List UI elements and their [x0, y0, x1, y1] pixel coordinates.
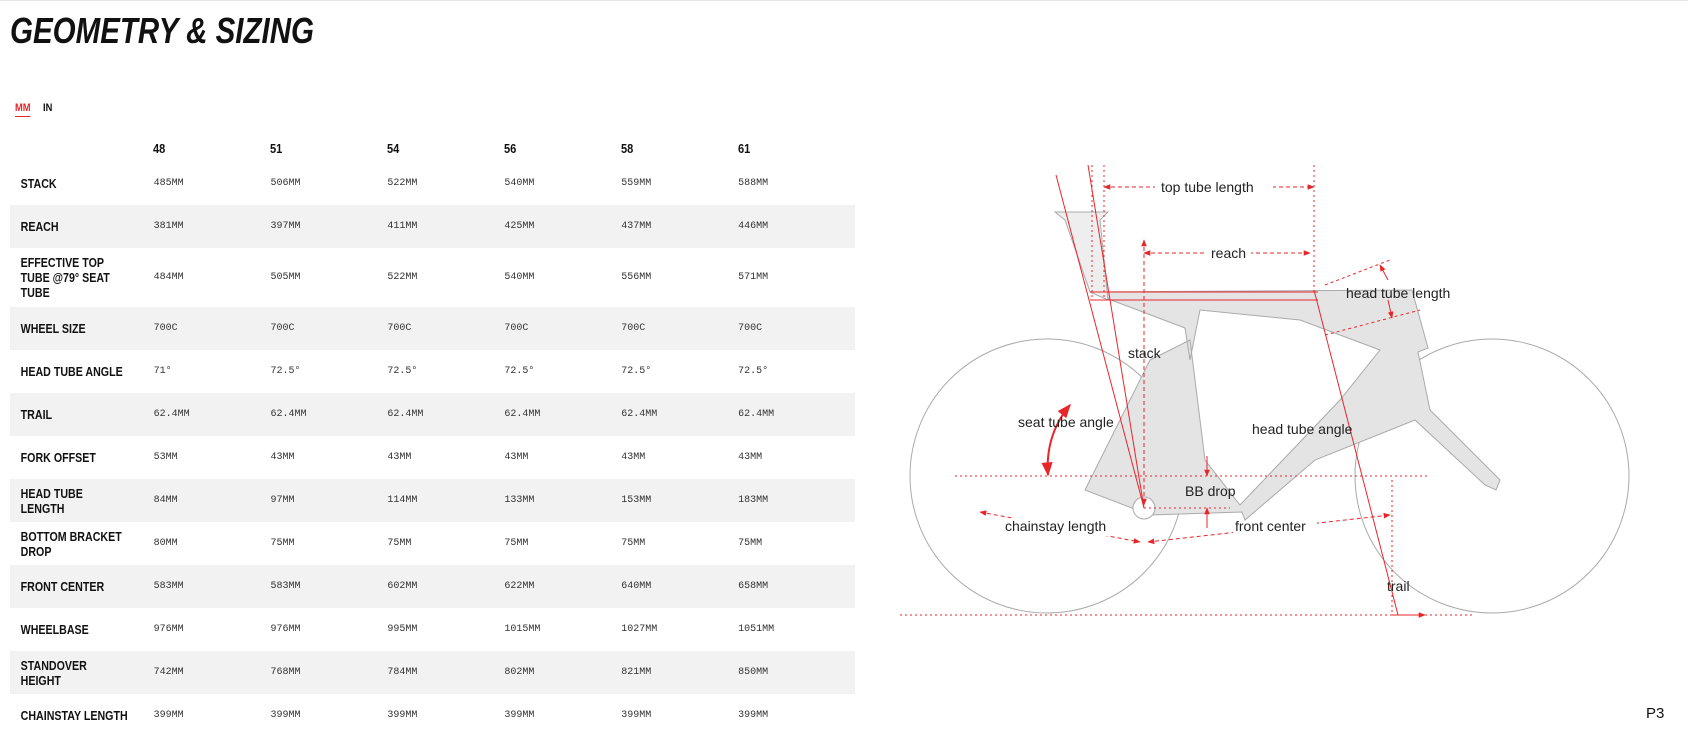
size-header: 58	[621, 140, 634, 156]
row-value: 802MM	[504, 667, 535, 678]
row-value: 446MM	[738, 221, 769, 232]
row-label: CHAINSTAY LENGTH	[20, 708, 128, 723]
table-row	[10, 479, 855, 522]
row-label: FRONT CENTER	[20, 579, 105, 594]
row-value: 43MM	[387, 452, 412, 463]
row-value: 588MM	[738, 178, 769, 189]
row-label: STACK	[20, 176, 57, 191]
row-value: 1015MM	[504, 624, 541, 635]
row-value: 700C	[270, 323, 295, 334]
bb-drop-label: BB drop	[1185, 483, 1236, 499]
head-tube-length-label: head tube length	[1346, 285, 1451, 301]
row-value: 571MM	[738, 272, 769, 283]
row-value: 72.5°	[270, 366, 301, 377]
row-value: 1027MM	[621, 624, 658, 635]
row-value: 62.4MM	[738, 409, 775, 420]
row-value: 700C	[504, 323, 529, 334]
size-header: 54	[387, 140, 400, 156]
table-row	[10, 565, 855, 608]
row-value: 75MM	[738, 538, 763, 549]
row-value: 700C	[153, 323, 178, 334]
row-value: 84MM	[153, 495, 178, 506]
row-value: 80MM	[153, 538, 178, 549]
table-row	[10, 608, 855, 651]
row-value: 1051MM	[738, 624, 775, 635]
row-value: 399MM	[621, 710, 652, 721]
row-label: WHEEL SIZE	[20, 321, 86, 336]
geometry-table	[10, 134, 855, 737]
table-row	[10, 248, 855, 307]
table-body	[10, 162, 855, 737]
row-value: 72.5°	[387, 366, 418, 377]
row-label: REACH	[20, 219, 59, 234]
seat-tube-angle-label: seat tube angle	[1018, 414, 1114, 430]
head-tube-angle-label: head tube angle	[1252, 421, 1353, 437]
table-row	[10, 436, 855, 479]
row-value: 784MM	[387, 667, 418, 678]
row-value: 43MM	[504, 452, 529, 463]
row-value: 640MM	[621, 581, 652, 592]
unit-mm-tab[interactable]: MM	[15, 102, 31, 117]
row-value: 43MM	[270, 452, 295, 463]
top-divider	[0, 0, 1688, 1]
size-header: 51	[270, 140, 283, 156]
row-value: 505MM	[270, 272, 301, 283]
row-label: BOTTOM BRACKET DROP	[20, 528, 122, 559]
size-header: 48	[153, 140, 166, 156]
top-tube-length-label: top tube length	[1161, 179, 1254, 195]
row-value: 72.5°	[621, 366, 652, 377]
unit-toggle	[15, 102, 54, 117]
row-value: 411MM	[387, 221, 418, 232]
bike-geometry-diagram	[900, 160, 1640, 630]
row-value: 768MM	[270, 667, 301, 678]
table-row	[10, 651, 855, 694]
row-value: 43MM	[621, 452, 646, 463]
row-value: 484MM	[153, 272, 184, 283]
row-value: 53MM	[153, 452, 178, 463]
table-row	[10, 162, 855, 205]
stack-label: stack	[1128, 345, 1161, 361]
row-value: 976MM	[153, 624, 184, 635]
size-header: 56	[504, 140, 517, 156]
row-value: 540MM	[504, 178, 535, 189]
row-label: TRAIL	[20, 407, 53, 422]
row-value: 399MM	[153, 710, 184, 721]
table-row	[10, 393, 855, 436]
row-value: 399MM	[504, 710, 535, 721]
row-value: 583MM	[270, 581, 301, 592]
row-value: 700C	[621, 323, 646, 334]
row-value: 153MM	[621, 495, 652, 506]
table-row	[10, 522, 855, 565]
bike-frame	[1085, 290, 1500, 520]
table-row	[10, 350, 855, 393]
row-value: 559MM	[621, 178, 652, 189]
head-tube-length-arrow-1	[1380, 265, 1388, 280]
row-label: HEAD TUBE LENGTH	[20, 485, 83, 516]
row-value: 397MM	[270, 221, 301, 232]
row-value: 850MM	[738, 667, 769, 678]
row-value: 75MM	[504, 538, 529, 549]
front-center-label: front center	[1235, 518, 1306, 534]
row-label: STANDOVER HEIGHT	[20, 657, 87, 688]
row-value: 62.4MM	[270, 409, 307, 420]
row-value: 437MM	[621, 221, 652, 232]
table-row	[10, 694, 855, 737]
page-number: P3	[1646, 705, 1665, 722]
size-header: 61	[738, 140, 751, 156]
row-value: 742MM	[153, 667, 184, 678]
row-label: HEAD TUBE ANGLE	[20, 364, 123, 379]
row-value: 62.4MM	[153, 409, 190, 420]
row-value: 133MM	[504, 495, 535, 506]
row-value: 995MM	[387, 624, 418, 635]
row-value: 700C	[738, 323, 763, 334]
row-value: 399MM	[270, 710, 301, 721]
row-value: 821MM	[621, 667, 652, 678]
row-value: 540MM	[504, 272, 535, 283]
row-value: 97MM	[270, 495, 295, 506]
row-value: 62.4MM	[621, 409, 658, 420]
row-value: 622MM	[504, 581, 535, 592]
table-row	[10, 205, 855, 248]
size-header-row	[10, 134, 855, 162]
row-value: 506MM	[270, 178, 301, 189]
head-tube-length-dim	[1325, 260, 1390, 285]
row-value: 62.4MM	[504, 409, 541, 420]
row-value: 556MM	[621, 272, 652, 283]
chainstay-length-label: chainstay length	[1005, 518, 1107, 534]
row-value: 72.5°	[504, 366, 535, 377]
row-value: 183MM	[738, 495, 769, 506]
row-value: 43MM	[738, 452, 763, 463]
row-value: 75MM	[387, 538, 412, 549]
unit-in-tab[interactable]: IN	[43, 102, 53, 114]
row-label: EFFECTIVE TOP TUBE @79° SEAT TUBE	[20, 255, 110, 300]
row-value: 583MM	[153, 581, 184, 592]
row-value: 71°	[153, 366, 172, 377]
reach-label: reach	[1211, 245, 1247, 261]
page-title: GEOMETRY & SIZING	[10, 10, 315, 51]
table-row	[10, 307, 855, 350]
row-value: 602MM	[387, 581, 418, 592]
row-value: 72.5°	[738, 366, 769, 377]
row-label: FORK OFFSET	[20, 450, 96, 465]
trail-label: trail	[1387, 578, 1410, 594]
row-value: 522MM	[387, 272, 418, 283]
row-value: 381MM	[153, 221, 184, 232]
row-value: 485MM	[153, 178, 184, 189]
row-value: 976MM	[270, 624, 301, 635]
row-value: 399MM	[738, 710, 769, 721]
row-value: 522MM	[387, 178, 418, 189]
row-value: 658MM	[738, 581, 769, 592]
row-value: 399MM	[387, 710, 418, 721]
row-value: 700C	[387, 323, 412, 334]
row-value: 114MM	[387, 495, 418, 506]
seatpost	[1055, 212, 1108, 300]
row-value: 75MM	[621, 538, 646, 549]
row-label: WHEELBASE	[20, 622, 89, 637]
row-value: 425MM	[504, 221, 535, 232]
row-value: 75MM	[270, 538, 295, 549]
row-value: 62.4MM	[387, 409, 424, 420]
